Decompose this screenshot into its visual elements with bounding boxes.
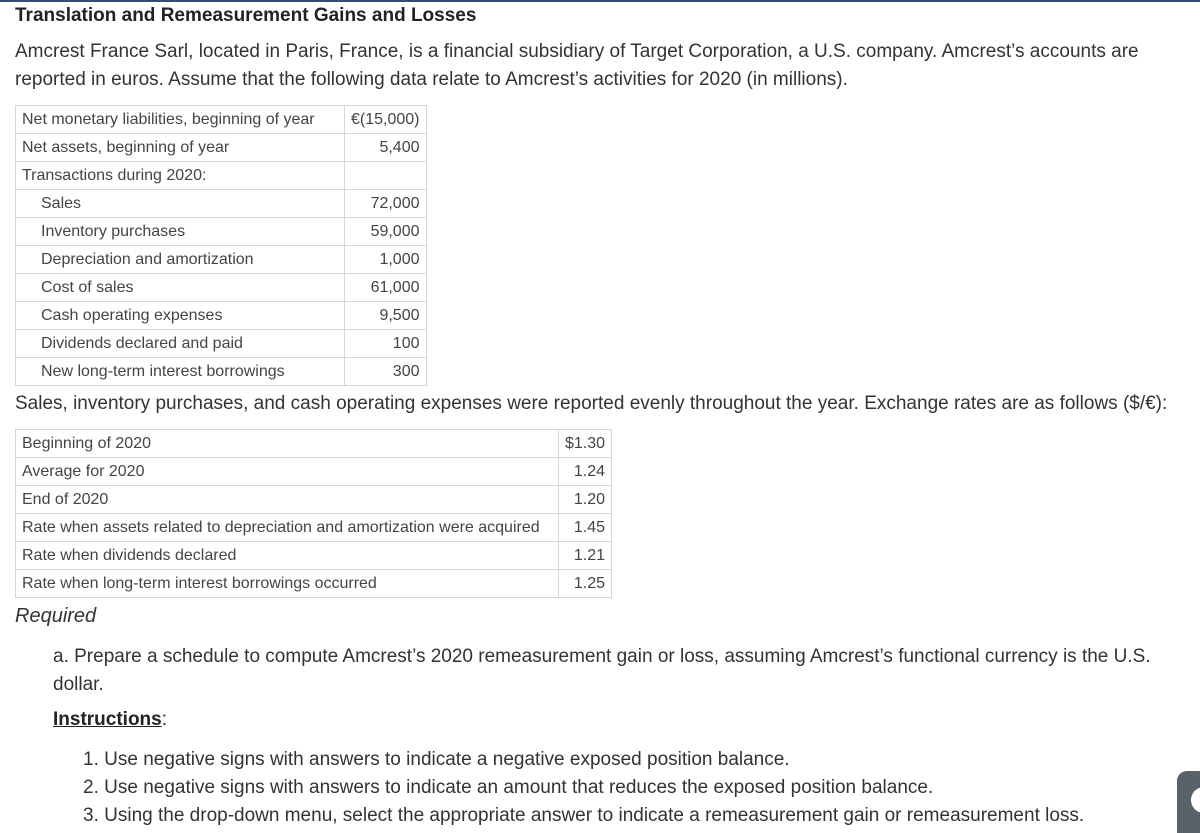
row-value: 1.25 [559, 570, 612, 598]
row-value: 72,000 [345, 190, 427, 218]
row-value: 300 [345, 358, 427, 386]
table-row [16, 330, 427, 358]
row-label: Net monetary liabilities, beginning of year [16, 106, 345, 134]
list-item: 1. Use negative signs with answers to indicate a negative exposed position balance. [83, 749, 790, 770]
table-row [16, 486, 612, 514]
table-row [16, 542, 612, 570]
row-label: End of 2020 [16, 486, 559, 514]
table-row [16, 458, 612, 486]
exchange-rates-table [15, 429, 612, 598]
activities-table [15, 105, 427, 386]
instructions-colon: : [161, 709, 168, 730]
intro-paragraph: Amcrest France Sarl, located in Paris, France, is a financial subsidiary of Target Corporation, a U.S. company. Amcrest’s accounts are reported in euros. Assume that the following data relate to Amcrest’s activities for 2020 (in millions). [15, 41, 1139, 90]
part-a-question: a. Prepare a schedule to compute Amcrest’s 2020 remeasurement gain or loss, assuming Amcrest’s functional currency is the U.S. dollar. [53, 646, 1151, 695]
table-row [16, 190, 427, 218]
table-row [16, 218, 427, 246]
row-label: Transactions during 2020: [16, 162, 345, 190]
table-row [16, 246, 427, 274]
row-value: 9,500 [345, 302, 427, 330]
row-value: 5,400 [345, 134, 427, 162]
row-label: Cost of sales [16, 274, 345, 302]
row-label: Rate when assets related to depreciation and amortization were acquired [16, 514, 559, 542]
row-label: Beginning of 2020 [16, 430, 559, 458]
row-value: 100 [345, 330, 427, 358]
row-value: 61,000 [345, 274, 427, 302]
row-value: 1.45 [559, 514, 612, 542]
row-label: Dividends declared and paid [16, 330, 345, 358]
required-heading: Required [15, 605, 97, 627]
row-label: Average for 2020 [16, 458, 559, 486]
instructions-label: Instructions [53, 709, 162, 730]
row-value: 59,000 [345, 218, 427, 246]
exchange-rate-intro: Sales, inventory purchases, and cash operating expenses were reported evenly throughout the year. Exchange rates are as follows ($/€): [15, 393, 1168, 414]
table-row [16, 302, 427, 330]
row-value: 1.20 [559, 486, 612, 514]
page-title: Translation and Remeasurement Gains and Losses [15, 5, 477, 26]
list-item: 2. Use negative signs with answers to indicate an amount that reduces the exposed position balance. [83, 777, 934, 798]
row-label: Sales [16, 190, 345, 218]
row-label: Cash operating expenses [16, 302, 345, 330]
table-row [16, 106, 427, 134]
row-label: Rate when long-term interest borrowings occurred [16, 570, 559, 598]
instructions-heading [53, 709, 167, 731]
list-item: 3. Using the drop-down menu, select the appropriate answer to indicate a remeasurement gain or remeasurement loss. [83, 805, 1085, 826]
table-row [16, 162, 427, 190]
table-row [16, 430, 612, 458]
row-label: New long-term interest borrowings [16, 358, 345, 386]
feedback-widget-button[interactable] [1177, 771, 1200, 833]
row-value: 1.24 [559, 458, 612, 486]
row-value [345, 162, 427, 190]
row-label: Rate when dividends declared [16, 542, 559, 570]
row-label: Depreciation and amortization [16, 246, 345, 274]
row-value: 1.21 [559, 542, 612, 570]
top-border [0, 0, 1200, 2]
chat-bubble-icon [1191, 787, 1200, 813]
table-row [16, 274, 427, 302]
row-label: Net assets, beginning of year [16, 134, 345, 162]
instructions-list [83, 746, 1084, 830]
table-row [16, 570, 612, 598]
table-row [16, 358, 427, 386]
table-row [16, 134, 427, 162]
row-value: 1,000 [345, 246, 427, 274]
row-value: $1.30 [559, 430, 612, 458]
row-label: Inventory purchases [16, 218, 345, 246]
row-value: €(15,000) [345, 106, 427, 134]
table-row [16, 514, 612, 542]
